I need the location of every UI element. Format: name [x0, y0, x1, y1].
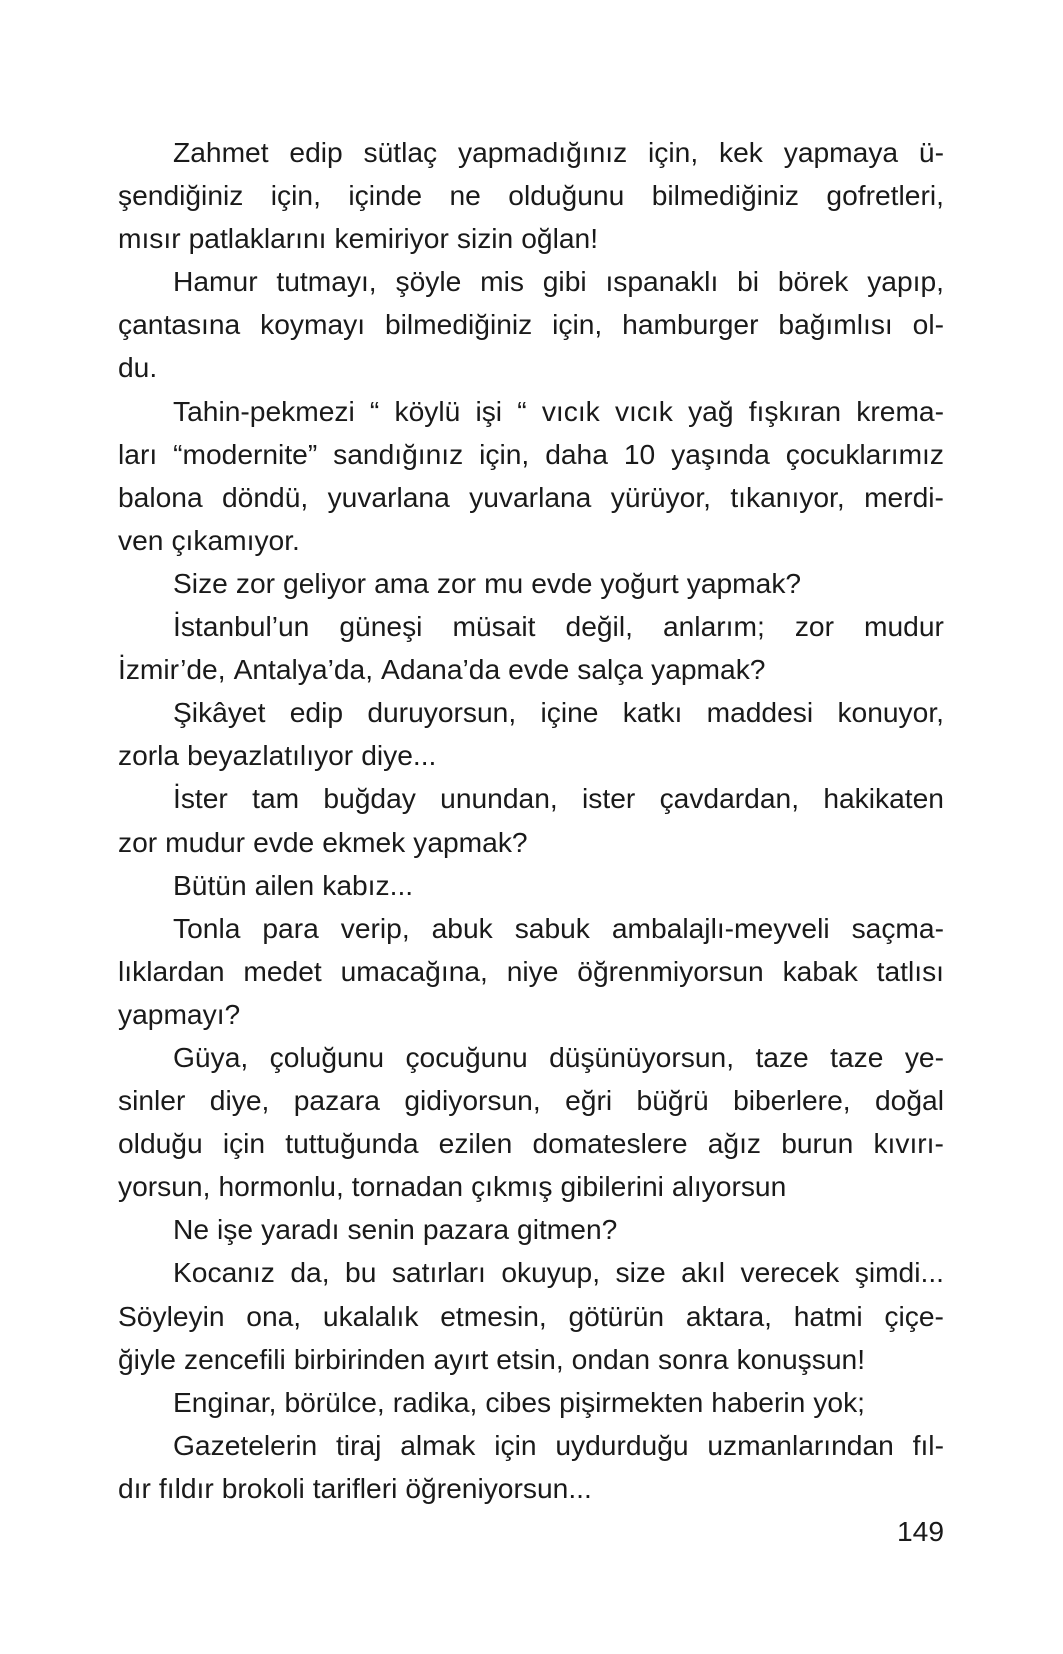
- word: yapmak?: [413, 825, 528, 858]
- word: “: [517, 394, 527, 427]
- word: yapmadığınız: [457, 136, 628, 168]
- text-line: [118, 260, 944, 303]
- word: işi: [475, 394, 503, 427]
- word: müsait: [452, 610, 536, 643]
- word: taze: [830, 1040, 884, 1073]
- text-line: [118, 346, 944, 389]
- word: zor: [235, 566, 276, 599]
- word: 10: [623, 437, 656, 470]
- word: çıkmış: [471, 1170, 553, 1203]
- word: medet: [243, 954, 322, 987]
- word: hakikaten: [823, 782, 944, 815]
- word: niye: [506, 954, 559, 987]
- word: zorla: [118, 739, 180, 772]
- word: yok;: [813, 1385, 866, 1418]
- word: katkı: [622, 696, 683, 729]
- word: gibilerini: [560, 1170, 664, 1203]
- text-line: [118, 1036, 944, 1079]
- word: ona,: [246, 1299, 302, 1332]
- text-line: [118, 1122, 944, 1165]
- word: yapmayı?: [118, 997, 241, 1030]
- word: güneşi: [339, 610, 423, 643]
- word: yuvarlana: [469, 480, 592, 513]
- word: kabız...: [322, 868, 414, 901]
- word: yapmak?: [686, 566, 802, 599]
- word: çocuklarımız: [785, 437, 944, 470]
- word: için,: [552, 308, 603, 341]
- word: vıcık: [614, 394, 673, 427]
- word: için,: [270, 179, 321, 212]
- word: evde: [531, 566, 593, 599]
- word: brokoli: [221, 1471, 305, 1504]
- word: içinde: [348, 179, 423, 212]
- word: tarifleri: [312, 1471, 398, 1504]
- word: umacağına,: [340, 954, 488, 987]
- word: mu: [484, 566, 524, 599]
- text-line: [118, 648, 944, 691]
- word: duruyorsun,: [367, 696, 517, 729]
- word: gitmen?: [517, 1213, 618, 1246]
- text-line: [118, 390, 944, 433]
- word: diye,: [209, 1084, 270, 1117]
- word: ıspanaklı: [605, 265, 719, 298]
- word: tutmayı,: [276, 265, 377, 298]
- word: çiçe-: [884, 1299, 944, 1332]
- word: balona: [118, 480, 203, 513]
- word: sabuk: [514, 911, 590, 944]
- word: yaşında: [671, 437, 770, 470]
- word: ailen: [254, 868, 315, 901]
- word: için,: [648, 136, 699, 168]
- word: bağımlısı: [778, 308, 893, 341]
- word: fışkıran: [748, 394, 842, 427]
- text-line: [118, 1251, 944, 1294]
- word: yoğurt: [600, 566, 679, 599]
- word: merdi-: [864, 480, 944, 513]
- text-line: [118, 950, 944, 993]
- word: yorsun,: [118, 1170, 211, 1203]
- word: köylü: [394, 394, 461, 427]
- word: edip: [289, 136, 343, 168]
- text-line: [118, 605, 944, 648]
- word: maddesi: [706, 696, 814, 729]
- word: şöyle: [395, 265, 462, 298]
- word: yağ: [688, 394, 734, 427]
- word: vıcık: [541, 394, 600, 427]
- word: bilmediğiniz: [651, 179, 799, 212]
- word: Güya,: [173, 1040, 249, 1073]
- word: götürün: [568, 1299, 665, 1332]
- word: Ne: [173, 1213, 210, 1246]
- word: tam: [252, 782, 300, 815]
- word: geliyor: [283, 566, 367, 599]
- word: unundan,: [440, 782, 558, 815]
- word: alıyorsun: [671, 1170, 787, 1203]
- word: hamburger: [622, 308, 759, 341]
- word: almak: [400, 1428, 476, 1461]
- word: içine: [540, 696, 599, 729]
- word: kemiriyor: [334, 222, 449, 255]
- word: taze: [755, 1040, 809, 1073]
- word: etsin,: [496, 1342, 564, 1375]
- word: para: [262, 911, 319, 944]
- word: tuttuğunda: [285, 1127, 419, 1160]
- word: gibi: [542, 265, 587, 298]
- word: ezilen: [438, 1127, 513, 1160]
- text-line: [118, 1424, 944, 1467]
- page-number: 149: [896, 1515, 944, 1547]
- word: İster: [173, 782, 228, 815]
- word: için: [222, 1127, 266, 1160]
- text-line: [118, 691, 944, 734]
- body-text: [118, 131, 944, 1510]
- text-line: [118, 562, 944, 605]
- word: mis: [480, 265, 524, 298]
- word: Kocanız: [173, 1256, 275, 1289]
- word: için: [494, 1428, 537, 1461]
- word: ağız: [707, 1127, 762, 1160]
- word: döndü,: [222, 480, 309, 513]
- word: pişirmekten: [559, 1385, 704, 1418]
- word: fıl-: [912, 1428, 944, 1461]
- word: İzmir’de,: [118, 653, 226, 686]
- word: hatmi: [793, 1299, 863, 1332]
- word: mısır: [118, 222, 181, 255]
- word: Tahin-pekmezi: [173, 394, 355, 427]
- word: mudur: [864, 610, 944, 643]
- word: doğal: [875, 1084, 944, 1117]
- word: bi: [737, 265, 760, 298]
- word: için,: [479, 437, 530, 470]
- word: Enginar,: [173, 1385, 277, 1418]
- word: burun: [781, 1127, 854, 1160]
- word: öğrenmiyorsun: [577, 954, 764, 987]
- word: sütlaç: [363, 136, 438, 168]
- word: tıkanıyor,: [730, 480, 845, 513]
- word: yapmaya: [783, 136, 899, 168]
- word: sandığınız: [333, 437, 464, 470]
- word: ama: [374, 566, 429, 599]
- word: biberlere,: [733, 1084, 851, 1117]
- word: fıldır: [158, 1471, 214, 1504]
- text-line: [118, 1165, 944, 1208]
- word: pazara: [422, 1213, 510, 1246]
- word: haberin: [711, 1385, 806, 1418]
- word: anlarım;: [662, 610, 765, 643]
- text-line: [118, 433, 944, 476]
- text-line: [118, 777, 944, 820]
- word: Size: [173, 566, 228, 599]
- word: büğrü: [636, 1084, 709, 1117]
- word: ukalalık: [322, 1299, 419, 1332]
- word: sizin: [456, 222, 514, 255]
- text-line: [118, 476, 944, 519]
- word: tiraj: [335, 1428, 382, 1461]
- word: beyazlatılıyor: [187, 739, 354, 772]
- word: birbirinden: [293, 1342, 426, 1375]
- word: kabak: [782, 954, 858, 987]
- word: yapmak?: [651, 653, 766, 686]
- word: akıl: [681, 1256, 726, 1289]
- word: lıklardan: [118, 954, 225, 987]
- word: şendiğiniz: [118, 179, 244, 212]
- word: da,: [290, 1256, 330, 1289]
- text-line: [118, 131, 944, 174]
- word: patlaklarını: [188, 222, 327, 255]
- word: bilmediğiniz: [384, 308, 533, 341]
- word: Bütün: [173, 868, 247, 901]
- word: okuyup,: [501, 1256, 601, 1289]
- word: tornadan: [351, 1170, 464, 1203]
- text-line: [118, 864, 944, 907]
- word: zor: [436, 566, 477, 599]
- word: zencefili: [183, 1342, 286, 1375]
- text-line: [118, 734, 944, 777]
- word: değil,: [565, 610, 633, 643]
- word: çıkamıyor.: [171, 523, 300, 556]
- word: ları: [118, 437, 158, 470]
- word: daha: [545, 437, 608, 470]
- word: domateslere: [532, 1127, 688, 1160]
- word: ye-: [904, 1040, 944, 1073]
- word: konuşsun!: [736, 1342, 866, 1375]
- text-line: [118, 821, 944, 864]
- text-line: [118, 1295, 944, 1338]
- word: senin: [347, 1213, 415, 1246]
- word: yapıp,: [867, 265, 944, 298]
- word: düşünüyorsun,: [549, 1040, 735, 1073]
- word: bu: [345, 1256, 377, 1289]
- word: ambalajlı-meyveli: [611, 911, 830, 944]
- word: börek: [777, 265, 849, 298]
- word: saçma-: [851, 911, 944, 944]
- word: “modernite”: [173, 437, 318, 470]
- word: ekmek: [322, 825, 406, 858]
- word: kıvırı-: [873, 1127, 944, 1160]
- word: şimdi...: [854, 1256, 944, 1289]
- word: buğday: [323, 782, 416, 815]
- text-line: [118, 217, 944, 260]
- word: ol-: [912, 308, 944, 341]
- word: Antalya’da,: [233, 653, 374, 686]
- word: mudur: [165, 825, 246, 858]
- text-line: [118, 1338, 944, 1381]
- word: abuk: [431, 911, 493, 944]
- text-line: [118, 174, 944, 217]
- word: yürüyor,: [610, 480, 711, 513]
- text-line: [118, 519, 944, 562]
- word: gofretleri,: [826, 179, 944, 212]
- word: çantasına: [118, 308, 241, 341]
- word: size: [615, 1256, 666, 1289]
- word: ü-: [918, 136, 944, 168]
- word: İstanbul’un: [173, 610, 310, 643]
- word: ğiyle: [118, 1342, 176, 1375]
- word: radika,: [392, 1385, 478, 1418]
- word: ven: [118, 523, 164, 556]
- text-line: [118, 1208, 944, 1251]
- word: olduğunu: [508, 179, 625, 212]
- word: çoluğunu: [269, 1040, 385, 1073]
- word: çavdardan,: [659, 782, 800, 815]
- word: verecek: [740, 1256, 840, 1289]
- word: Şikâyet: [173, 696, 266, 729]
- word: hormonlu,: [218, 1170, 344, 1203]
- word: çocuğunu: [405, 1040, 528, 1073]
- text-line: [118, 1079, 944, 1122]
- word: salça: [577, 653, 644, 686]
- word: ondan: [571, 1342, 651, 1375]
- word: tatlısı: [876, 954, 944, 987]
- text-line: [118, 1467, 944, 1510]
- word: pazara: [293, 1084, 380, 1117]
- word: evde: [253, 825, 315, 858]
- word: konuyor,: [837, 696, 944, 729]
- word: etmesin,: [440, 1299, 547, 1332]
- text-line: [118, 993, 944, 1036]
- word: Söyleyin: [118, 1299, 225, 1332]
- word: yuvarlana: [327, 480, 450, 513]
- word: cibes: [485, 1385, 552, 1418]
- word: Adana’da: [381, 653, 501, 686]
- word: diye...: [361, 739, 437, 772]
- word: börülce,: [284, 1385, 385, 1418]
- word: ne: [449, 179, 481, 212]
- word: evde: [508, 653, 570, 686]
- word: öğreniyorsun...: [405, 1471, 592, 1504]
- text-line: [118, 303, 944, 346]
- word: sinler: [118, 1084, 186, 1117]
- text-line: [118, 1381, 944, 1424]
- word: kek: [719, 136, 763, 168]
- word: aktara,: [685, 1299, 772, 1332]
- word: zor: [794, 610, 834, 643]
- word: eğri: [565, 1084, 613, 1117]
- word: zor: [118, 825, 158, 858]
- word: olduğu: [118, 1127, 203, 1160]
- word: krema-: [856, 394, 944, 427]
- word: satırları: [391, 1256, 486, 1289]
- text-line: [118, 907, 944, 950]
- word: “: [369, 394, 380, 427]
- word: oğlan!: [521, 222, 599, 255]
- word: Hamur: [173, 265, 258, 298]
- word: verip,: [340, 911, 410, 944]
- word: Tonla: [173, 911, 241, 944]
- word: işe: [217, 1213, 254, 1246]
- word: Zahmet: [173, 136, 269, 168]
- word: uydurduğu: [555, 1428, 689, 1461]
- word: koymayı: [260, 308, 366, 341]
- word: dır: [118, 1471, 151, 1504]
- word: gidiyorsun,: [404, 1084, 541, 1117]
- word: yaradı: [261, 1213, 340, 1246]
- word: ayırt: [433, 1342, 489, 1375]
- word: sonra: [658, 1342, 729, 1375]
- word: edip: [289, 696, 344, 729]
- word: ister: [582, 782, 636, 815]
- word: Gazetelerin: [173, 1428, 318, 1461]
- word: du.: [118, 351, 158, 384]
- word: uzmanlarından: [707, 1428, 894, 1461]
